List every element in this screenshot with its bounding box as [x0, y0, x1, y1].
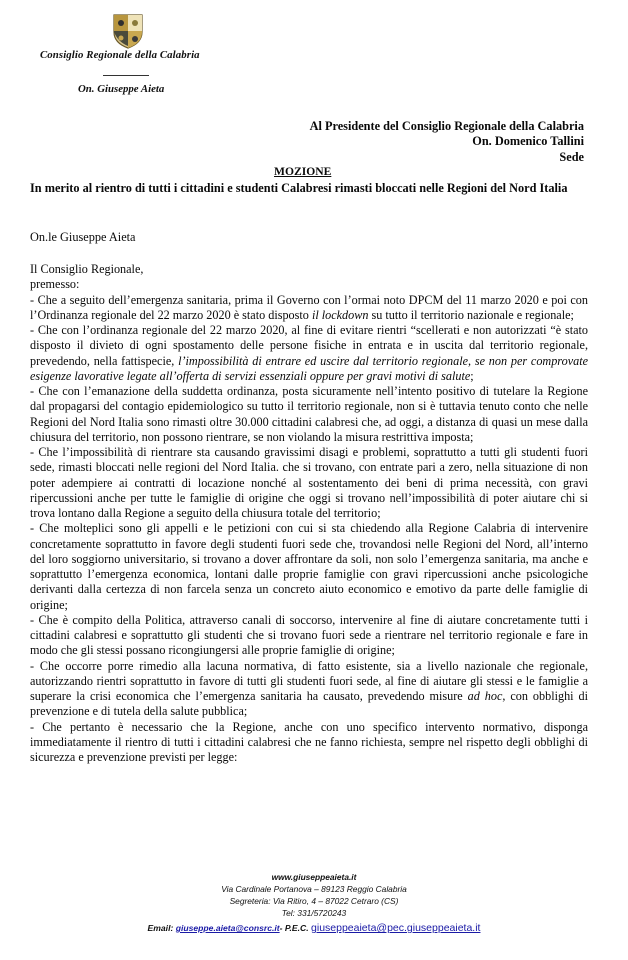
- letterhead: [0, 0, 628, 110]
- paragraph-1-text-end: su tutto il territorio nazionale e regionale;: [368, 307, 574, 322]
- paragraph-1: [30, 293, 588, 324]
- addressee-line-1: Al Presidente del Consiglio Regionale della Calabria: [309, 119, 584, 133]
- document-subject: In merito al rientro di tutti i cittadini e studenti Calabresi rimasti bloccati nelle Regioni del Nord Italia: [30, 181, 568, 195]
- addressee-line-2: On. Domenico Tallini: [472, 134, 584, 149]
- paragraph-2-emphasis: l’impossibilità di entrare ed uscire dal territorio regionale, se non per comprovate esigenze lavorative legate all’offerta di servizi essenziali oppure per gravi motivi di salute: [30, 353, 588, 383]
- paragraph-8: - Che pertanto è necessario che la Regione, anche con uno specifico intervento normativo, disponga immediatamente il rientro di tutti i cittadini calabresi che ne fanno richiesta, sempre nel rispetto degli obblighi di sicurezza e prevenzione previsti per legge:: [30, 719, 588, 764]
- regional-coat-of-arms-logo: [110, 12, 146, 50]
- letterhead-footer: [0, 871, 628, 934]
- paragraph-7-emphasis: ad hoc: [467, 689, 503, 703]
- paragraph-2-text: - Che con l’ordinanza regionale del 22 marzo 2020, al fine di evitare rientri “scellerati e non autorizzati “è stato disposto il divieto di ogni spostamento delle persone fisiche in entrata e in uscita dal territorio regionale, prevedendo, nella fattispecie,: [30, 323, 588, 368]
- paragraph-4: - Che l’impossibilità di rientrare sta causando gravissimi disagi e problemi, soprattutto a tutti gli studenti fuori sede, rimasti bloccati nelle regioni del Nord Italia. che si trovano, con entrate pari a zero, nella situazione di non poter adempiere ai contratti di locazione nonché al sostentamento dei beni di prima necessità, con gravi ripercussioni anche per tutte le famiglie di origine che oggi si trovano nell’impossibilità di poter aiutare chi si trova lontano dalla Regione a seguito della chiusura totale del territorio;: [30, 445, 588, 520]
- email-separator: -: [279, 923, 283, 933]
- paragraph-2: [30, 323, 588, 384]
- website-link[interactable]: www.giuseppeaieta.it: [271, 872, 357, 882]
- council-name: Consiglio Regionale della Calabria: [40, 49, 200, 61]
- pec-label: P.E.C.: [284, 923, 309, 933]
- document-title: MOZIONE: [274, 165, 332, 178]
- paragraph-7-text: - Che occorre porre rimedio alla lacuna normativa, di fatto esistente, sia a livello nazionale che regionale, autorizzando rientri soprattutto in favore di tutti gli studenti fuori sede, al fine di aiutare gli stessi e le famiglie a superare la crisi economica che l’emergenza sanitaria ha causato, prevedendo misure: [30, 658, 588, 703]
- paragraph-1-text: - Che a seguito dell’emergenza sanitaria, prima il Governo con l’ormai noto DPCM del 11 marzo 2020 e poi con l’Ordinanza regionale del 22 marzo 2020 è stato disposto: [30, 292, 588, 322]
- paragraph-6: - Che è compito della Politica, attraverso canali di soccorso, intervenire al fine di aiutare concretamente tutti i cittadini calabresi e soprattutto gli studenti che si trovano fuori sede a rientrare nel territorio regionale e fare in modo che gli stessi possano ricongiungersi alle proprie famiglie di origine;: [30, 612, 588, 658]
- footer-telephone: Tel: 331/5720243: [281, 908, 347, 918]
- signatory: On.le Giuseppe Aieta: [30, 230, 136, 244]
- email-link[interactable]: giuseppe.aieta@consrc.it: [175, 923, 280, 933]
- addressee-block: [310, 119, 584, 165]
- paragraph-7-text-end: , con obblighi di prevenzione e di tutela della salute pubblica;: [30, 689, 588, 719]
- footer-address: Via Cardinale Portanova – 89123 Reggio Calabria: [221, 884, 407, 894]
- paragraph-1-emphasis: il lockdown: [311, 307, 369, 322]
- premise-line: premesso:: [30, 277, 80, 292]
- paragraph-5: - Che molteplici sono gli appelli e le petizioni con cui si sta chiedendo alla Regione Calabria di intervenire concretamente soprattutto in favore degli studenti fuori sede che, trovandosi nelle Regioni del Nord, all’interno del loro soggiorno universitario, si trovano a dover affrontare da soli, non solo l’emergenza sanitaria, ma anche e soprattutto l’emergenza economica, lontani dalle proprie famiglie con gravi ripercussioni anche psicologiche derivanti dalla certezza di non farcela senza un concreto aiuto economico e emotivo da parte delle famiglie di origine;: [30, 521, 588, 612]
- opening-line: Il Consiglio Regionale,: [30, 262, 144, 276]
- paragraph-3: - Che con l’emanazione della suddetta ordinanza, posta sicuramente nell’intento positivo di tutelare la Regione dal propagarsi del contagio epidemiologico su tutto il territorio regionale, non si è tuttavia tenuto conto che nelle Regioni del Nord Italia sono rimasti oltre 30.000 cittadini calabresi che, ad oggi, a distanza di quasi un mese dalla chiusura del territorio, non possono rientrare, se non violando la misura restrittiva imposta;: [30, 384, 588, 444]
- email-label: Email:: [147, 923, 174, 933]
- header-divider: [103, 75, 149, 76]
- addressee-line-3: Sede: [559, 149, 584, 164]
- footer-email-row: [0, 922, 628, 934]
- footer-secretariat: Segreteria: Via Ritiro, 4 – 87022 Cetraro (CS): [229, 896, 399, 906]
- pec-email-link[interactable]: giuseppeaieta@pec.giuseppeaieta.it: [311, 922, 481, 934]
- paragraph-2-text-end: ;: [470, 368, 474, 383]
- motion-body: [30, 262, 588, 765]
- paragraph-7: [30, 659, 588, 720]
- councillor-name: On. Giuseppe Aieta: [78, 83, 165, 95]
